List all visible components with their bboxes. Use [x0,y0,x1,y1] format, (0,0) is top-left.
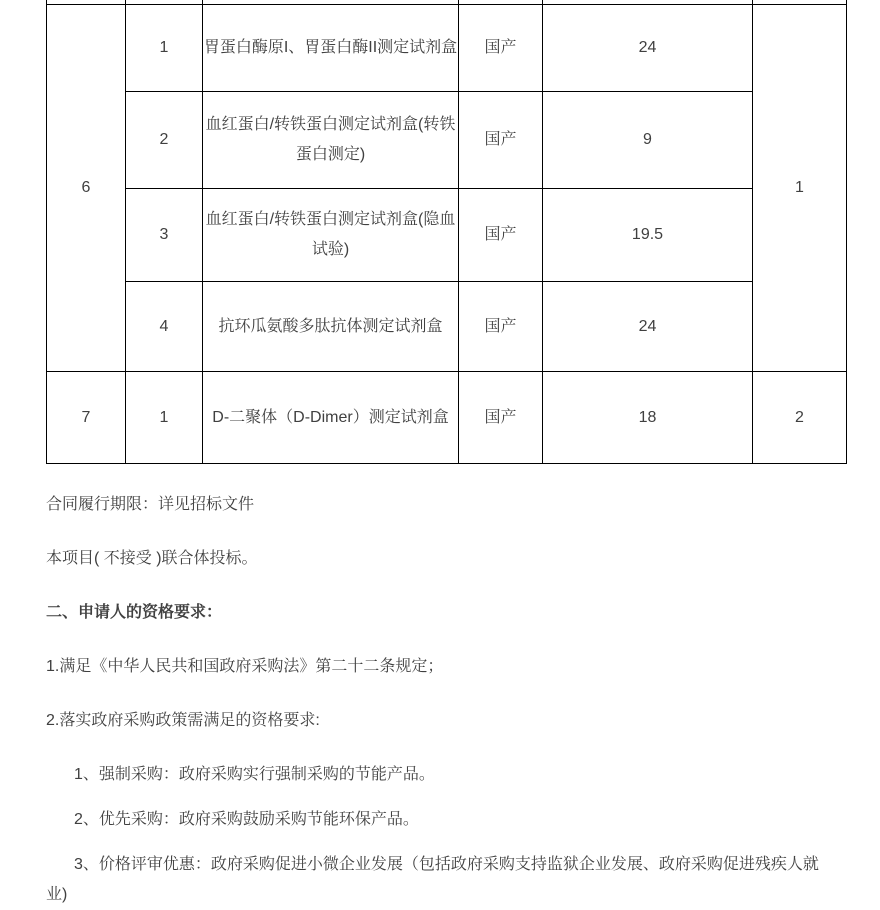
origin-cell: 国产 [459,92,543,189]
qty-cell: 19.5 [543,189,753,282]
table-viewport [46,0,848,464]
origin-cell: 国产 [459,372,543,464]
table-row [47,5,847,92]
table-row [47,92,847,189]
notice-text-block [46,490,836,910]
origin-cell: 国产 [459,282,543,372]
item-name-cell: 抗环瓜氨酸多肽抗体测定试剂盒 [203,282,459,372]
requirement-1-text: 1.满足《中华人民共和国政府采购法》第二十二条规定； [46,658,444,675]
contract-period-text: 合同履行期限：详见招标文件 [46,496,255,513]
group-qty-cell: 1 [753,5,847,372]
package-cell: 6 [47,5,126,372]
requirement-2-text: 2.落实政府采购政策需满足的资格要求: [46,712,320,729]
policy-subitem-2: 2、优先采购：政府采购鼓励采购节能环保产品。 [74,811,419,828]
item-name-cell: 胃蛋白酶原I、胃蛋白酶II测定试剂盒 [203,5,459,92]
item-name-cell: 血红蛋白/转铁蛋白测定试剂盒(转铁蛋白测定) [203,92,459,189]
table-row [47,372,847,464]
qty-cell: 24 [543,282,753,372]
package-cell: 7 [47,372,126,464]
policy-subitem-3: 3、价格评审优惠：政府采购促进小微企业发展（包括政府采购支持监狱企业发展、政府采购促进残疾人就业) [46,856,819,903]
qty-cell: 24 [543,5,753,92]
origin-cell: 国产 [459,189,543,282]
group-qty-cell: 2 [753,372,847,464]
item-no-cell: 3 [126,189,203,282]
qty-cell: 9 [543,92,753,189]
section2-heading: 二、申请人的资格要求： [46,604,223,621]
item-no-cell: 1 [126,372,203,464]
procurement-items-table [46,0,847,464]
item-no-cell: 4 [126,282,203,372]
policy-subitem-1: 1、强制采购：政府采购实行强制采购的节能产品。 [74,766,435,783]
item-name-cell: 血红蛋白/转铁蛋白测定试剂盒(隐血试验) [203,189,459,282]
consortium-bid-text: 本项目( 不接受 )联合体投标。 [46,550,258,567]
item-no-cell: 1 [126,5,203,92]
table-row [47,189,847,282]
qty-cell: 18 [543,372,753,464]
item-name-cell: D-二聚体（D-Dimer）测定试剂盒 [203,372,459,464]
table-row [47,282,847,372]
origin-cell: 国产 [459,5,543,92]
item-no-cell: 2 [126,92,203,189]
